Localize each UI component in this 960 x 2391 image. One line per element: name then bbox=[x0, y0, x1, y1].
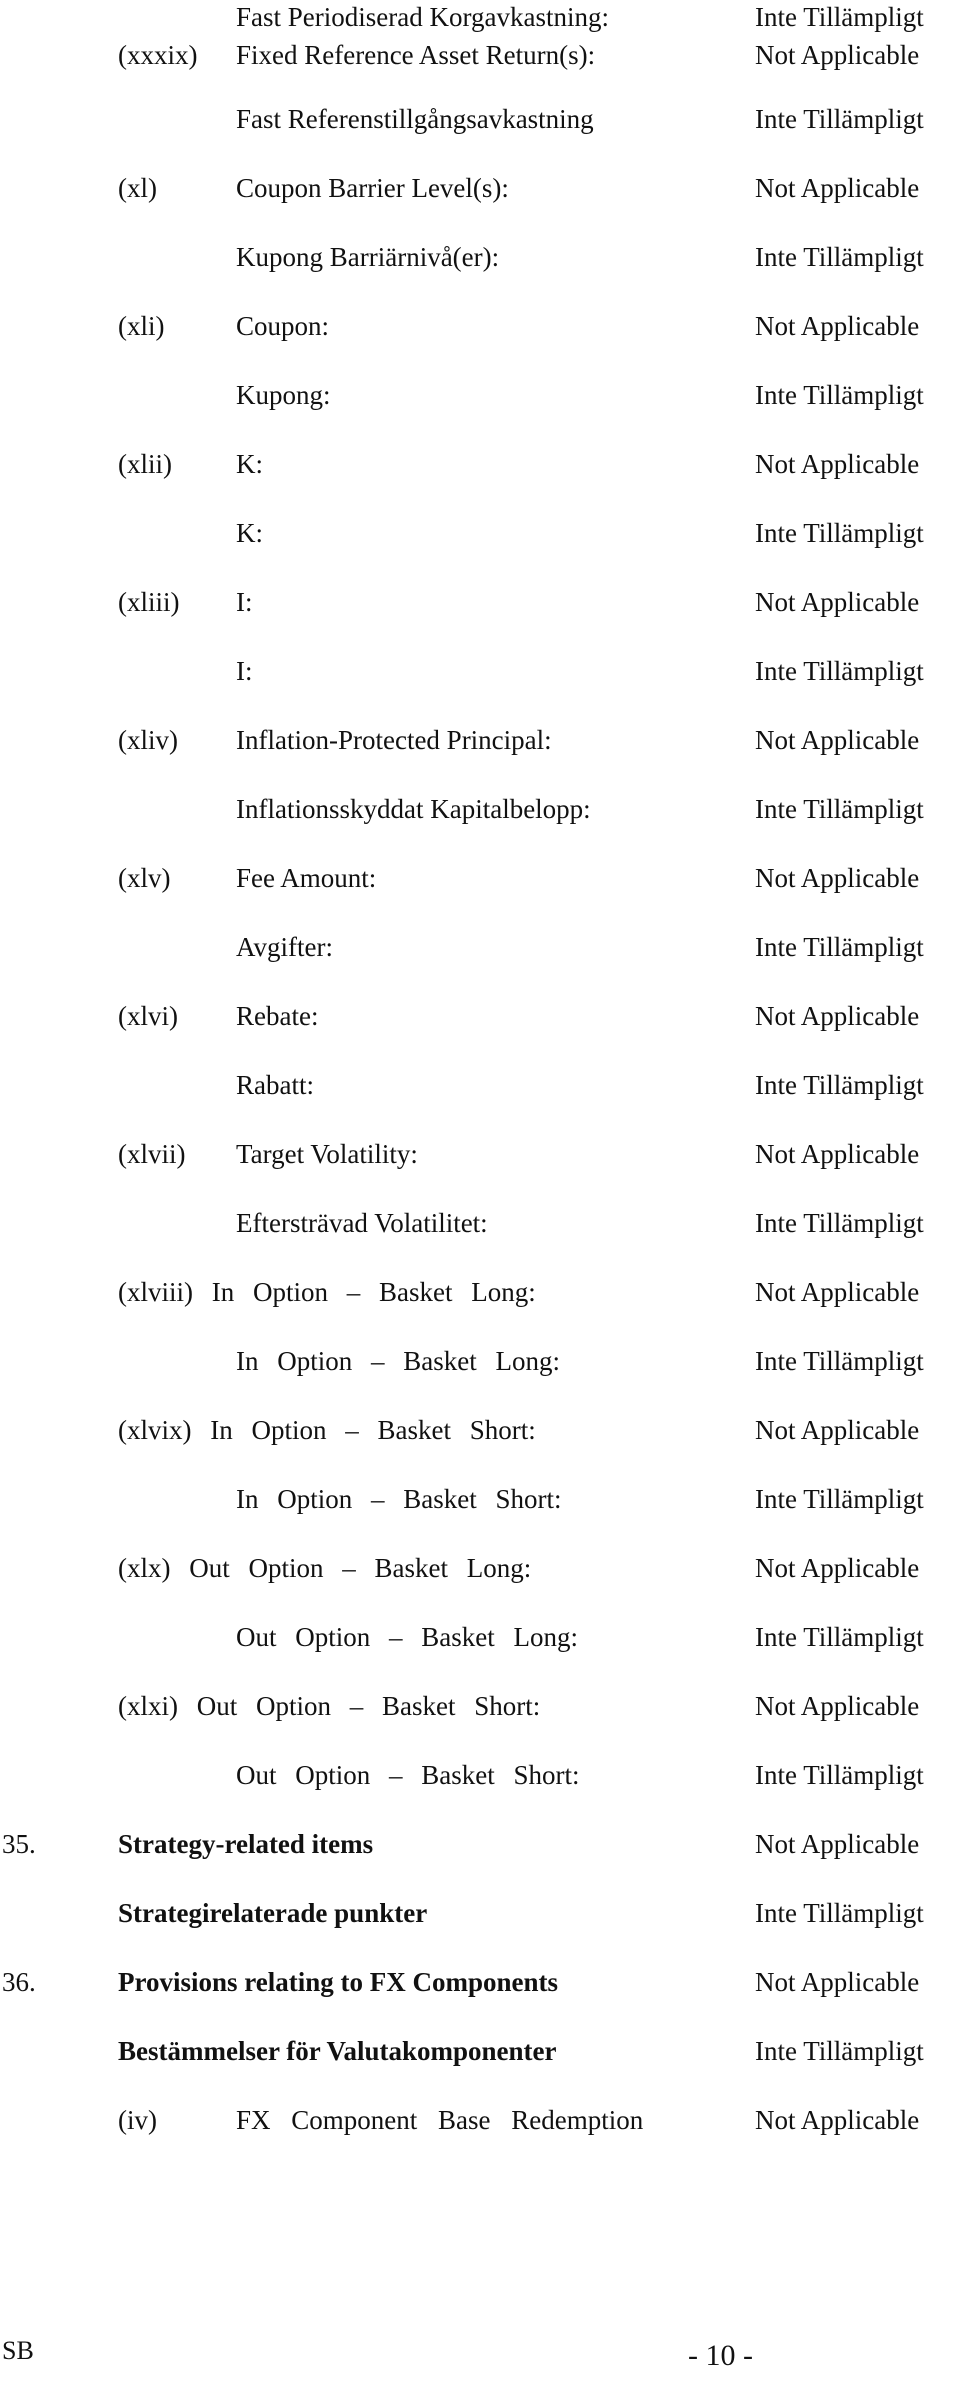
item-label: Kupong: bbox=[236, 380, 331, 410]
row-21 bbox=[0, 1410, 960, 1450]
section-title: Bestämmelser för Valutakomponenter bbox=[118, 2036, 557, 2066]
item-value: Inte Tillämpligt bbox=[755, 1898, 924, 1928]
row-24 bbox=[0, 1617, 960, 1657]
item-label: Target Volatility: bbox=[236, 1139, 418, 1169]
section-35-sv bbox=[0, 1893, 960, 1933]
row-25 bbox=[0, 1686, 960, 1726]
section-number: 35. bbox=[2, 1829, 36, 1859]
item-value: Not Applicable bbox=[755, 40, 920, 70]
row-0 bbox=[0, 0, 960, 37]
item-value: Inte Tillämpligt bbox=[755, 1622, 924, 1652]
item-value: Not Applicable bbox=[755, 2105, 920, 2135]
item-value: Not Applicable bbox=[755, 587, 920, 617]
item-value: Inte Tillämpligt bbox=[755, 242, 924, 272]
row-12 bbox=[0, 789, 960, 829]
item-label: (xlvix) In Option – Basket Short: bbox=[118, 1415, 536, 1445]
item-label: Inflation-Protected Principal: bbox=[236, 725, 552, 755]
item-label: (xlxi) Out Option – Basket Short: bbox=[118, 1691, 541, 1721]
item-value: Inte Tillämpligt bbox=[755, 794, 924, 824]
section-title: Strategirelaterade punkter bbox=[118, 1898, 428, 1928]
row-22 bbox=[0, 1479, 960, 1519]
item-value: Inte Tillämpligt bbox=[755, 2, 924, 32]
item-value: Inte Tillämpligt bbox=[755, 1346, 924, 1376]
section-35 bbox=[0, 1824, 960, 1864]
section-number: 36. bbox=[2, 1967, 36, 1997]
item-number: (xxxix) bbox=[118, 40, 198, 70]
item-label: Kupong Barriärnivå(er): bbox=[236, 242, 500, 272]
item-label: In Option – Basket Long: bbox=[236, 1346, 560, 1376]
item-label: Rabatt: bbox=[236, 1070, 314, 1100]
row-13 bbox=[0, 858, 960, 898]
item-value: Not Applicable bbox=[755, 1967, 920, 1997]
item-label: Fee Amount: bbox=[236, 863, 377, 893]
item-label: Fast Periodiserad Korgavkastning: bbox=[236, 2, 609, 32]
item-number: (xl) bbox=[118, 173, 157, 203]
row-10 bbox=[0, 651, 960, 691]
row-26 bbox=[0, 1755, 960, 1795]
row-5 bbox=[0, 306, 960, 346]
item-label: Coupon: bbox=[236, 311, 330, 341]
item-value: Not Applicable bbox=[755, 173, 920, 203]
row-7 bbox=[0, 444, 960, 484]
item-label: In Option – Basket Short: bbox=[236, 1484, 562, 1514]
row-14 bbox=[0, 927, 960, 967]
item-number: (xlvii) bbox=[118, 1139, 186, 1169]
item-label: FX Component Base Redemption bbox=[236, 2105, 644, 2135]
item-label: K: bbox=[236, 518, 263, 548]
item-number: (xliii) bbox=[118, 587, 180, 617]
item-label: (xlviii) In Option – Basket Long: bbox=[118, 1277, 536, 1307]
row-15 bbox=[0, 996, 960, 1036]
item-number: (xliv) bbox=[118, 725, 178, 755]
section-title: Strategy-related items bbox=[118, 1829, 374, 1859]
item-value: Not Applicable bbox=[755, 449, 920, 479]
item-number: (xlvi) bbox=[118, 1001, 178, 1031]
item-value: Not Applicable bbox=[755, 1277, 920, 1307]
item-label: Coupon Barrier Level(s): bbox=[236, 173, 509, 203]
item-value: Not Applicable bbox=[755, 725, 920, 755]
item-label: Avgifter: bbox=[236, 932, 333, 962]
section-title: Provisions relating to FX Components bbox=[118, 1967, 559, 1997]
item-value: Inte Tillämpligt bbox=[755, 104, 924, 134]
item-value: Inte Tillämpligt bbox=[755, 1760, 924, 1790]
item-value: Inte Tillämpligt bbox=[755, 518, 924, 548]
item-value: Not Applicable bbox=[755, 311, 920, 341]
item-label: Rebate: bbox=[236, 1001, 319, 1031]
item-value: Inte Tillämpligt bbox=[755, 932, 924, 962]
row-19 bbox=[0, 1272, 960, 1312]
item-label: (xlx) Out Option – Basket Long: bbox=[118, 1553, 532, 1583]
item-number: (xlv) bbox=[118, 863, 171, 893]
row-16 bbox=[0, 1065, 960, 1105]
section-36 bbox=[0, 1962, 960, 2002]
footer-initials: SB bbox=[2, 2336, 34, 2365]
item-value: Inte Tillämpligt bbox=[755, 380, 924, 410]
item-value: Not Applicable bbox=[755, 1415, 920, 1445]
item-label: Fast Referenstillgångsavkastning bbox=[236, 104, 594, 134]
item-value: Not Applicable bbox=[755, 1829, 920, 1859]
item-label: Fixed Reference Asset Return(s): bbox=[236, 40, 596, 70]
item-value: Not Applicable bbox=[755, 1691, 920, 1721]
item-number: (xli) bbox=[118, 311, 165, 341]
row-18 bbox=[0, 1203, 960, 1243]
item-label: Inflationsskyddat Kapitalbelopp: bbox=[236, 794, 591, 824]
row-8 bbox=[0, 513, 960, 553]
row-20 bbox=[0, 1341, 960, 1381]
row-fx-base-redemption bbox=[0, 2100, 960, 2140]
row-11 bbox=[0, 720, 960, 760]
item-value: Not Applicable bbox=[755, 1001, 920, 1031]
item-number: (xlii) bbox=[118, 449, 172, 479]
row-1 bbox=[0, 35, 960, 75]
item-label: I: bbox=[236, 587, 253, 617]
item-value: Inte Tillämpligt bbox=[755, 656, 924, 686]
item-label: Out Option – Basket Short: bbox=[236, 1760, 580, 1790]
row-2 bbox=[0, 99, 960, 139]
row-3 bbox=[0, 168, 960, 208]
item-label: K: bbox=[236, 449, 263, 479]
item-value: Not Applicable bbox=[755, 863, 920, 893]
item-value: Inte Tillämpligt bbox=[755, 1208, 924, 1238]
item-label: I: bbox=[236, 656, 253, 686]
item-label: Out Option – Basket Long: bbox=[236, 1622, 578, 1652]
item-label: Eftersträvad Volatilitet: bbox=[236, 1208, 488, 1238]
item-value: Inte Tillämpligt bbox=[755, 1070, 924, 1100]
item-value: Inte Tillämpligt bbox=[755, 2036, 924, 2066]
item-value: Inte Tillämpligt bbox=[755, 1484, 924, 1514]
page-number: - 10 - bbox=[688, 2339, 753, 2372]
section-36-sv bbox=[0, 2031, 960, 2071]
row-9 bbox=[0, 582, 960, 622]
item-value: Not Applicable bbox=[755, 1553, 920, 1583]
row-6 bbox=[0, 375, 960, 415]
item-number: (iv) bbox=[118, 2105, 157, 2135]
row-23 bbox=[0, 1548, 960, 1588]
item-value: Not Applicable bbox=[755, 1139, 920, 1169]
row-17 bbox=[0, 1134, 960, 1174]
row-4 bbox=[0, 237, 960, 277]
